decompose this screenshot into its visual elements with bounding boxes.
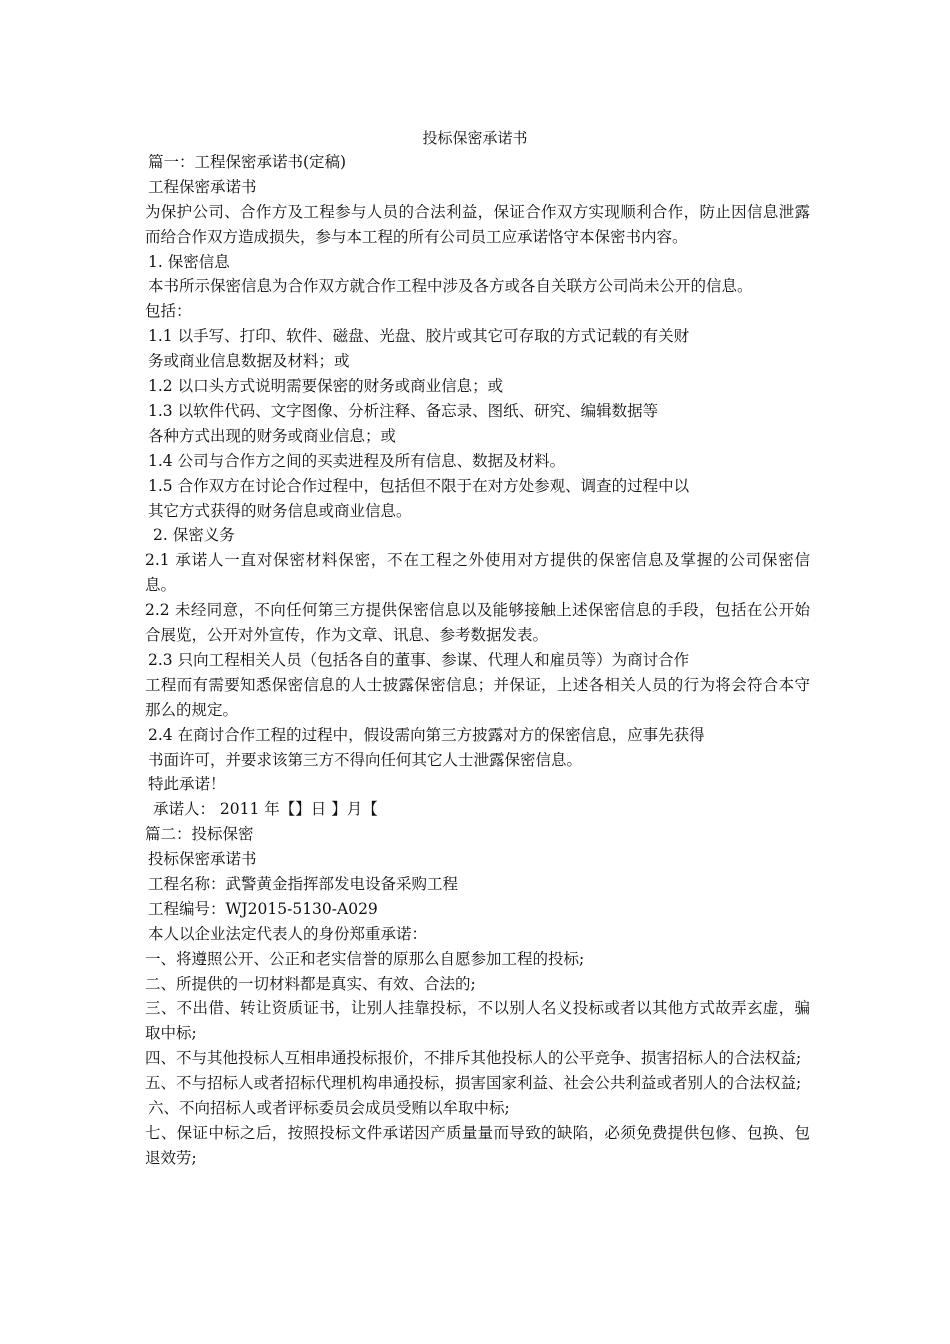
- text-line: 其它方式获得的财务信息或商业信息。: [148, 501, 412, 520]
- subtitle-2: 投标保密承诺书: [148, 850, 257, 869]
- paragraph: 为保护公司、合作方及工程参与人员的合法利益，保证合作双方实现顺利合作，防止因信息泄露而给合作双方造成损失，参与本工程的所有公司员工应承诺恪守本保密书内容。: [145, 202, 810, 246]
- paragraph: 三、不出借、转让资质证书，让别人挂靠投标，不以别人名义投标或者以其他方式故弄玄虚，骗取中标;: [145, 999, 810, 1043]
- paragraph: 四、不与其他投标人互相串通投标报价，不排斥其他投标人的公平竞争、损害招标人的合法权益;: [145, 1049, 802, 1068]
- text-line: 2.4 在商讨合作工程的过程中，假设需向第三方披露对方的保密信息，应事先获得: [148, 725, 705, 744]
- text-line: 本人以企业法定代表人的身份郑重承诺：: [148, 924, 428, 943]
- paragraph: 2.1 承诺人一直对保密材料保密，不在工程之外使用对方提供的保密信息及掌握的公司保密信息。: [145, 551, 810, 595]
- text-line: 二、所提供的一切材料都是真实、有效、合法的;: [145, 974, 476, 993]
- text-line: 务或商业信息数据及材料；或: [148, 352, 350, 371]
- section-heading-2: 篇二：投标保密: [145, 825, 254, 844]
- text-line: 包括：: [145, 302, 192, 321]
- text-line: 一、将遵照公开、公正和老实信誉的原那么自愿参加工程的投标;: [145, 949, 585, 968]
- section-heading-1: 篇一：工程保密承诺书(定稿): [148, 153, 347, 171]
- text-line: 书面许可，并要求该第三方不得向任何其它人士泄露保密信息。: [148, 750, 583, 769]
- project-name: 工程名称：武警黄金指挥部发电设备采购工程: [148, 874, 459, 893]
- text-line: 特此承诺！: [148, 775, 226, 794]
- text-line: 1.1 以手写、打印、软件、磁盘、光盘、胶片或其它可存取的方式记载的有关财: [148, 327, 690, 346]
- paragraph: 五、不与招标人或者招标代理机构串通投标，损害国家利益、社会公共利益或者别人的合法权益;: [145, 1074, 802, 1093]
- text-line: 2.3 只向工程相关人员（包括各自的董事、参谋、代理人和雇员等）为商讨合作: [148, 650, 690, 669]
- document-body: [145, 150, 810, 1171]
- clause-heading: 2. 保密义务: [153, 526, 235, 545]
- text-line: 本书所示保密信息为合作双方就合作工程中涉及各方或各自关联方公司尚未公开的信息。: [148, 277, 753, 296]
- project-number: 工程编号：WJ2015-5130-A029: [148, 899, 378, 918]
- text-line: 1.2 以口头方式说明需要保密的财务或商业信息；或: [148, 377, 504, 396]
- text-line: 1.3 以软件代码、文字图像、分析注释、备忘录、图纸、研究、编辑数据等: [148, 401, 659, 420]
- text-line: 1.5 合作双方在讨论合作过程中，包括但不限于在对方处参观、调查的过程中以: [148, 476, 690, 495]
- subtitle-1: 工程保密承诺书: [148, 177, 257, 196]
- paragraph: 工程而有需要知悉保密信息的人士披露保密信息；并保证，上述各相关人员的行为将会符合本守那么的规定。: [145, 675, 810, 719]
- text-line: 1.4 公司与合作方之间的买卖进程及所有信息、数据及材料。: [148, 451, 566, 470]
- paragraph: 2.2 未经同意，不向任何第三方提供保密信息以及能够接触上述保密信息的手段，包括在公开始合展览，公开对外宣传，作为文章、讯息、参考数据发表。: [145, 601, 810, 644]
- document-title: 投标保密承诺书: [422, 129, 528, 147]
- text-line: 六、不向招标人或者评标委员会成员受贿以牟取中标;: [148, 1099, 510, 1118]
- text-line: 各种方式出现的财务或商业信息；或: [148, 426, 397, 445]
- clause-heading: 1. 保密信息: [148, 252, 230, 271]
- paragraph: 七、保证中标之后，按照投标文件承诺因产质量量而导致的缺陷，必须免费提供包修、包换、包退效劳;: [145, 1123, 810, 1167]
- signature-line: 承诺人： 2011 年【】日 】月【: [153, 800, 378, 819]
